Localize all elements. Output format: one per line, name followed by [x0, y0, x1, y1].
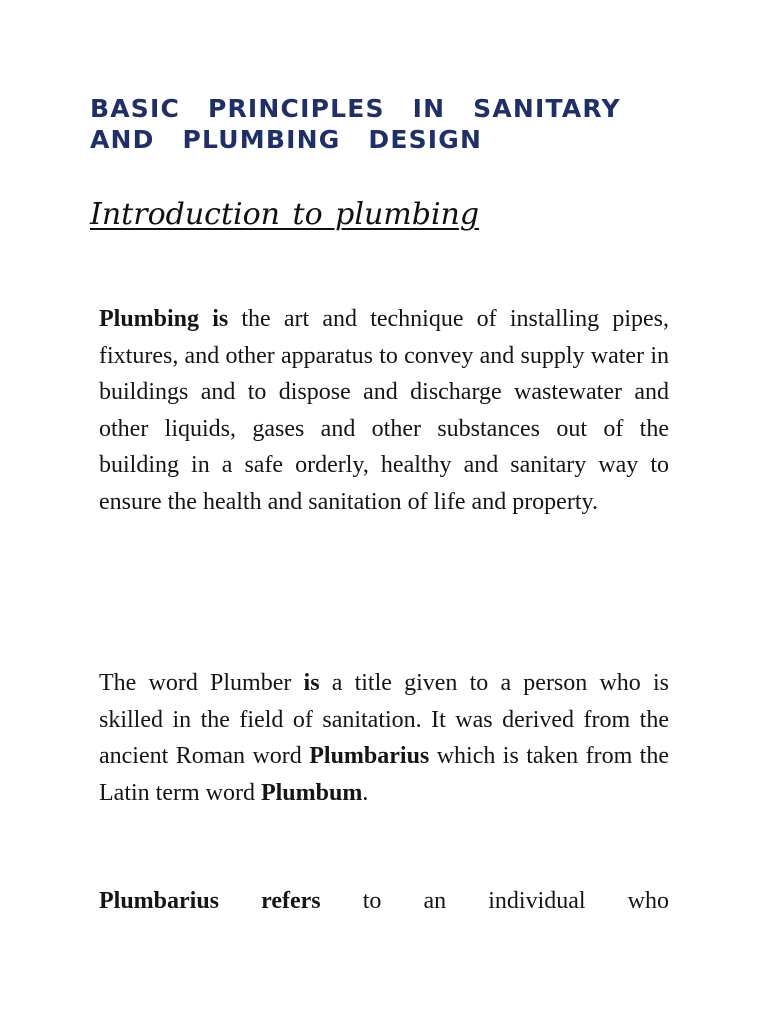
bold-term: is: [303, 670, 320, 696]
paragraph-text: to an individual who: [320, 888, 670, 914]
paragraph-plumber-origin: [99, 665, 669, 811]
paragraph-text: the art and technique of installing pipes, fixtures, and other apparatus to convey and supply water in buildings and to dispose and discharge wastewater and other liquids, gases and other substances out of the building in a safe orderly, healthy and sanitary way to ensure the health and sanitation of life and property.: [99, 306, 669, 515]
bold-term: Plumbing is: [99, 306, 229, 332]
paragraph-text: which is taken from the Latin term word: [99, 743, 669, 806]
bold-term: Plumbum: [260, 779, 363, 806]
paragraph-plumbing-definition: [99, 301, 669, 520]
paragraph-plumbarius: [99, 883, 669, 920]
bold-term: Plumbarius refers: [99, 888, 321, 914]
section-heading: Introduction to plumbing: [90, 197, 480, 232]
paragraph-text: The word Plumber: [99, 670, 304, 696]
document-title: BASIC PRINCIPLES IN SANITARY AND PLUMBING DESIGN: [90, 94, 621, 154]
paragraph-text: .: [362, 779, 369, 806]
bold-term: Plumbarius: [309, 743, 430, 769]
paragraph-text: a title given to a person who is skilled in the field of sanitation. It was derived from the ancient Roman word: [99, 670, 669, 769]
